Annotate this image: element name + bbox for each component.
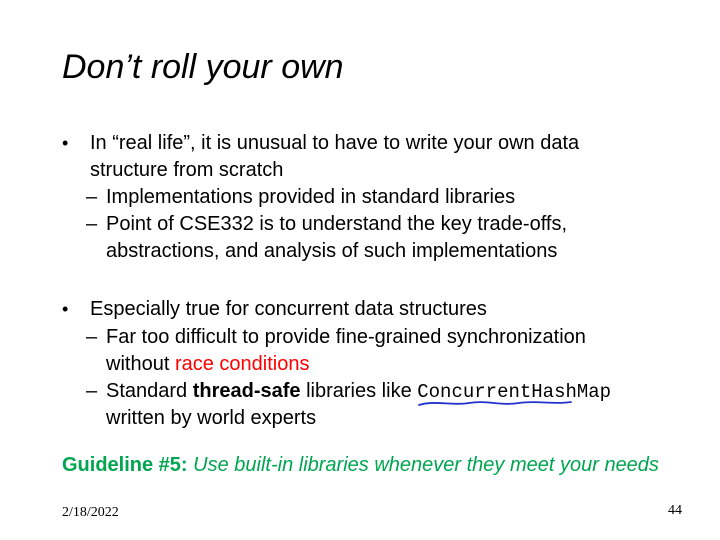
bullet-marker: • [62, 133, 69, 153]
bullet-text [90, 296, 610, 323]
text-segment: Far too difficult to provide fine-grained synchronization without [106, 326, 586, 375]
dash-marker: – [86, 326, 98, 348]
code-text: ConcurrentHashMap [417, 381, 612, 403]
slide-title: Don’t roll your own [62, 48, 344, 86]
bullet-item [62, 296, 610, 323]
text-segment: Implementations provided in standard libraries [106, 186, 516, 208]
bullet-item [86, 211, 626, 265]
dash-marker: – [86, 380, 98, 402]
bullet-item [86, 184, 626, 211]
bullet-text [90, 130, 610, 184]
bullet-item [86, 378, 626, 432]
bullet-item [62, 130, 610, 184]
dash-marker: – [86, 213, 98, 235]
bullet-text [106, 324, 626, 378]
concurrenthashmap-code [417, 381, 611, 403]
bullet-marker: • [62, 299, 69, 319]
bullet-item [86, 324, 626, 378]
bullet-text [106, 184, 626, 211]
text-segment: Point of CSE332 is to understand the key trade-offs, abstractions, and analysis of such implementations [106, 213, 568, 262]
footer-date: 2/18/2022 [62, 505, 119, 520]
text-segment: Standard [106, 380, 193, 402]
guideline-line [62, 452, 707, 478]
race-conditions-emphasis: race conditions [174, 353, 310, 375]
text-segment: Especially true for concurrent data structures [90, 298, 487, 320]
text-segment: libraries like [300, 380, 418, 402]
bullet-text [106, 211, 626, 265]
footer-page-number: 44 [668, 503, 682, 518]
guideline-text: Use built-in libraries whenever they meet your needs [187, 454, 659, 476]
bullet-text [106, 378, 626, 432]
text-segment: In “real life”, it is unusual to have to write your own data structure from scratch [90, 132, 580, 181]
guideline-label: Guideline #5: [62, 454, 188, 476]
thread-safe-emphasis: thread-safe [192, 380, 301, 402]
text-segment: written by world experts [106, 407, 317, 429]
dash-marker: – [86, 186, 98, 208]
